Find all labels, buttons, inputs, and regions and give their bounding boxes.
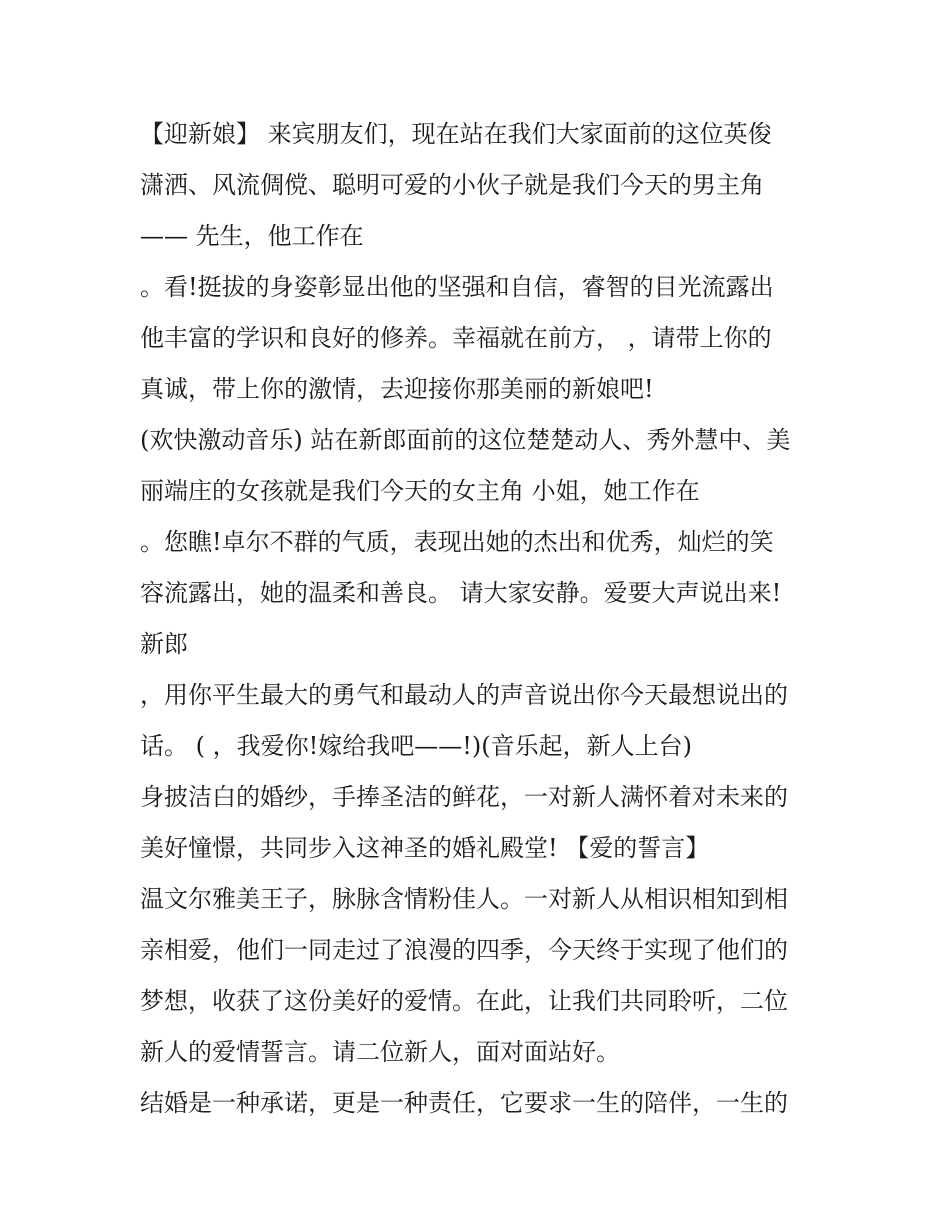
text-line: 真诚，带上你的激情，去迎接你那美丽的新娘吧! <box>140 375 654 403</box>
text-line: 话。 ( ，我爱你!嫁给我吧——!)(音乐起，新人上台) <box>140 732 692 760</box>
text-line: ，用你平生最大的勇气和最动人的声音说出你今天最想说出的 <box>140 681 788 709</box>
text-line: 结婚是一种承诺，更是一种责任，它要求一生的陪伴，一生的 <box>140 1089 788 1117</box>
text-line: 新郎 <box>140 630 188 658</box>
text-line: 他丰富的学识和良好的修养。幸福就在前方， ，请带上你的 <box>140 324 772 352</box>
text-line: 容流露出，她的温柔和善良。 请大家安静。爱要大声说出来! <box>140 579 782 607</box>
text-line: 身披洁白的婚纱，手捧圣洁的鲜花，一对新人满怀着对未来的 <box>140 783 788 811</box>
document-body <box>140 109 830 1129</box>
text-line: (欢快激动音乐) 站在新郎面前的这位楚楚动人、秀外慧中、美 <box>140 426 791 454</box>
text-line: 。看!挺拔的身姿彰显出他的坚强和自信，睿智的目光流露出 <box>140 273 774 301</box>
text-line: 。您瞧!卓尔不群的气质，表现出她的杰出和优秀，灿烂的笑 <box>140 528 774 556</box>
text-line: 潇洒、风流倜傥、聪明可爱的小伙子就是我们今天的男主角 <box>140 171 764 199</box>
text-line: 丽端庄的女孩就是我们今天的女主角 小姐，她工作在 <box>140 477 700 505</box>
text-line: 美好憧憬，共同步入这神圣的婚礼殿堂! 【爱的誓言】 <box>140 834 710 862</box>
text-line: 温文尔雅美王子，脉脉含情粉佳人。一对新人从相识相知到相 <box>140 885 788 913</box>
text-line: 梦想，收获了这份美好的爱情。在此，让我们共同聆听，二位 <box>140 987 788 1015</box>
text-line: 【迎新娘】 来宾朋友们，现在站在我们大家面前的这位英俊 <box>140 120 772 148</box>
text-line: 亲相爱，他们一同走过了浪漫的四季，今天终于实现了他们的 <box>140 936 788 964</box>
text-line: —— 先生，他工作在 <box>140 222 364 250</box>
text-line: 新人的爱情誓言。请二位新人，面对面站好。 <box>140 1038 620 1066</box>
